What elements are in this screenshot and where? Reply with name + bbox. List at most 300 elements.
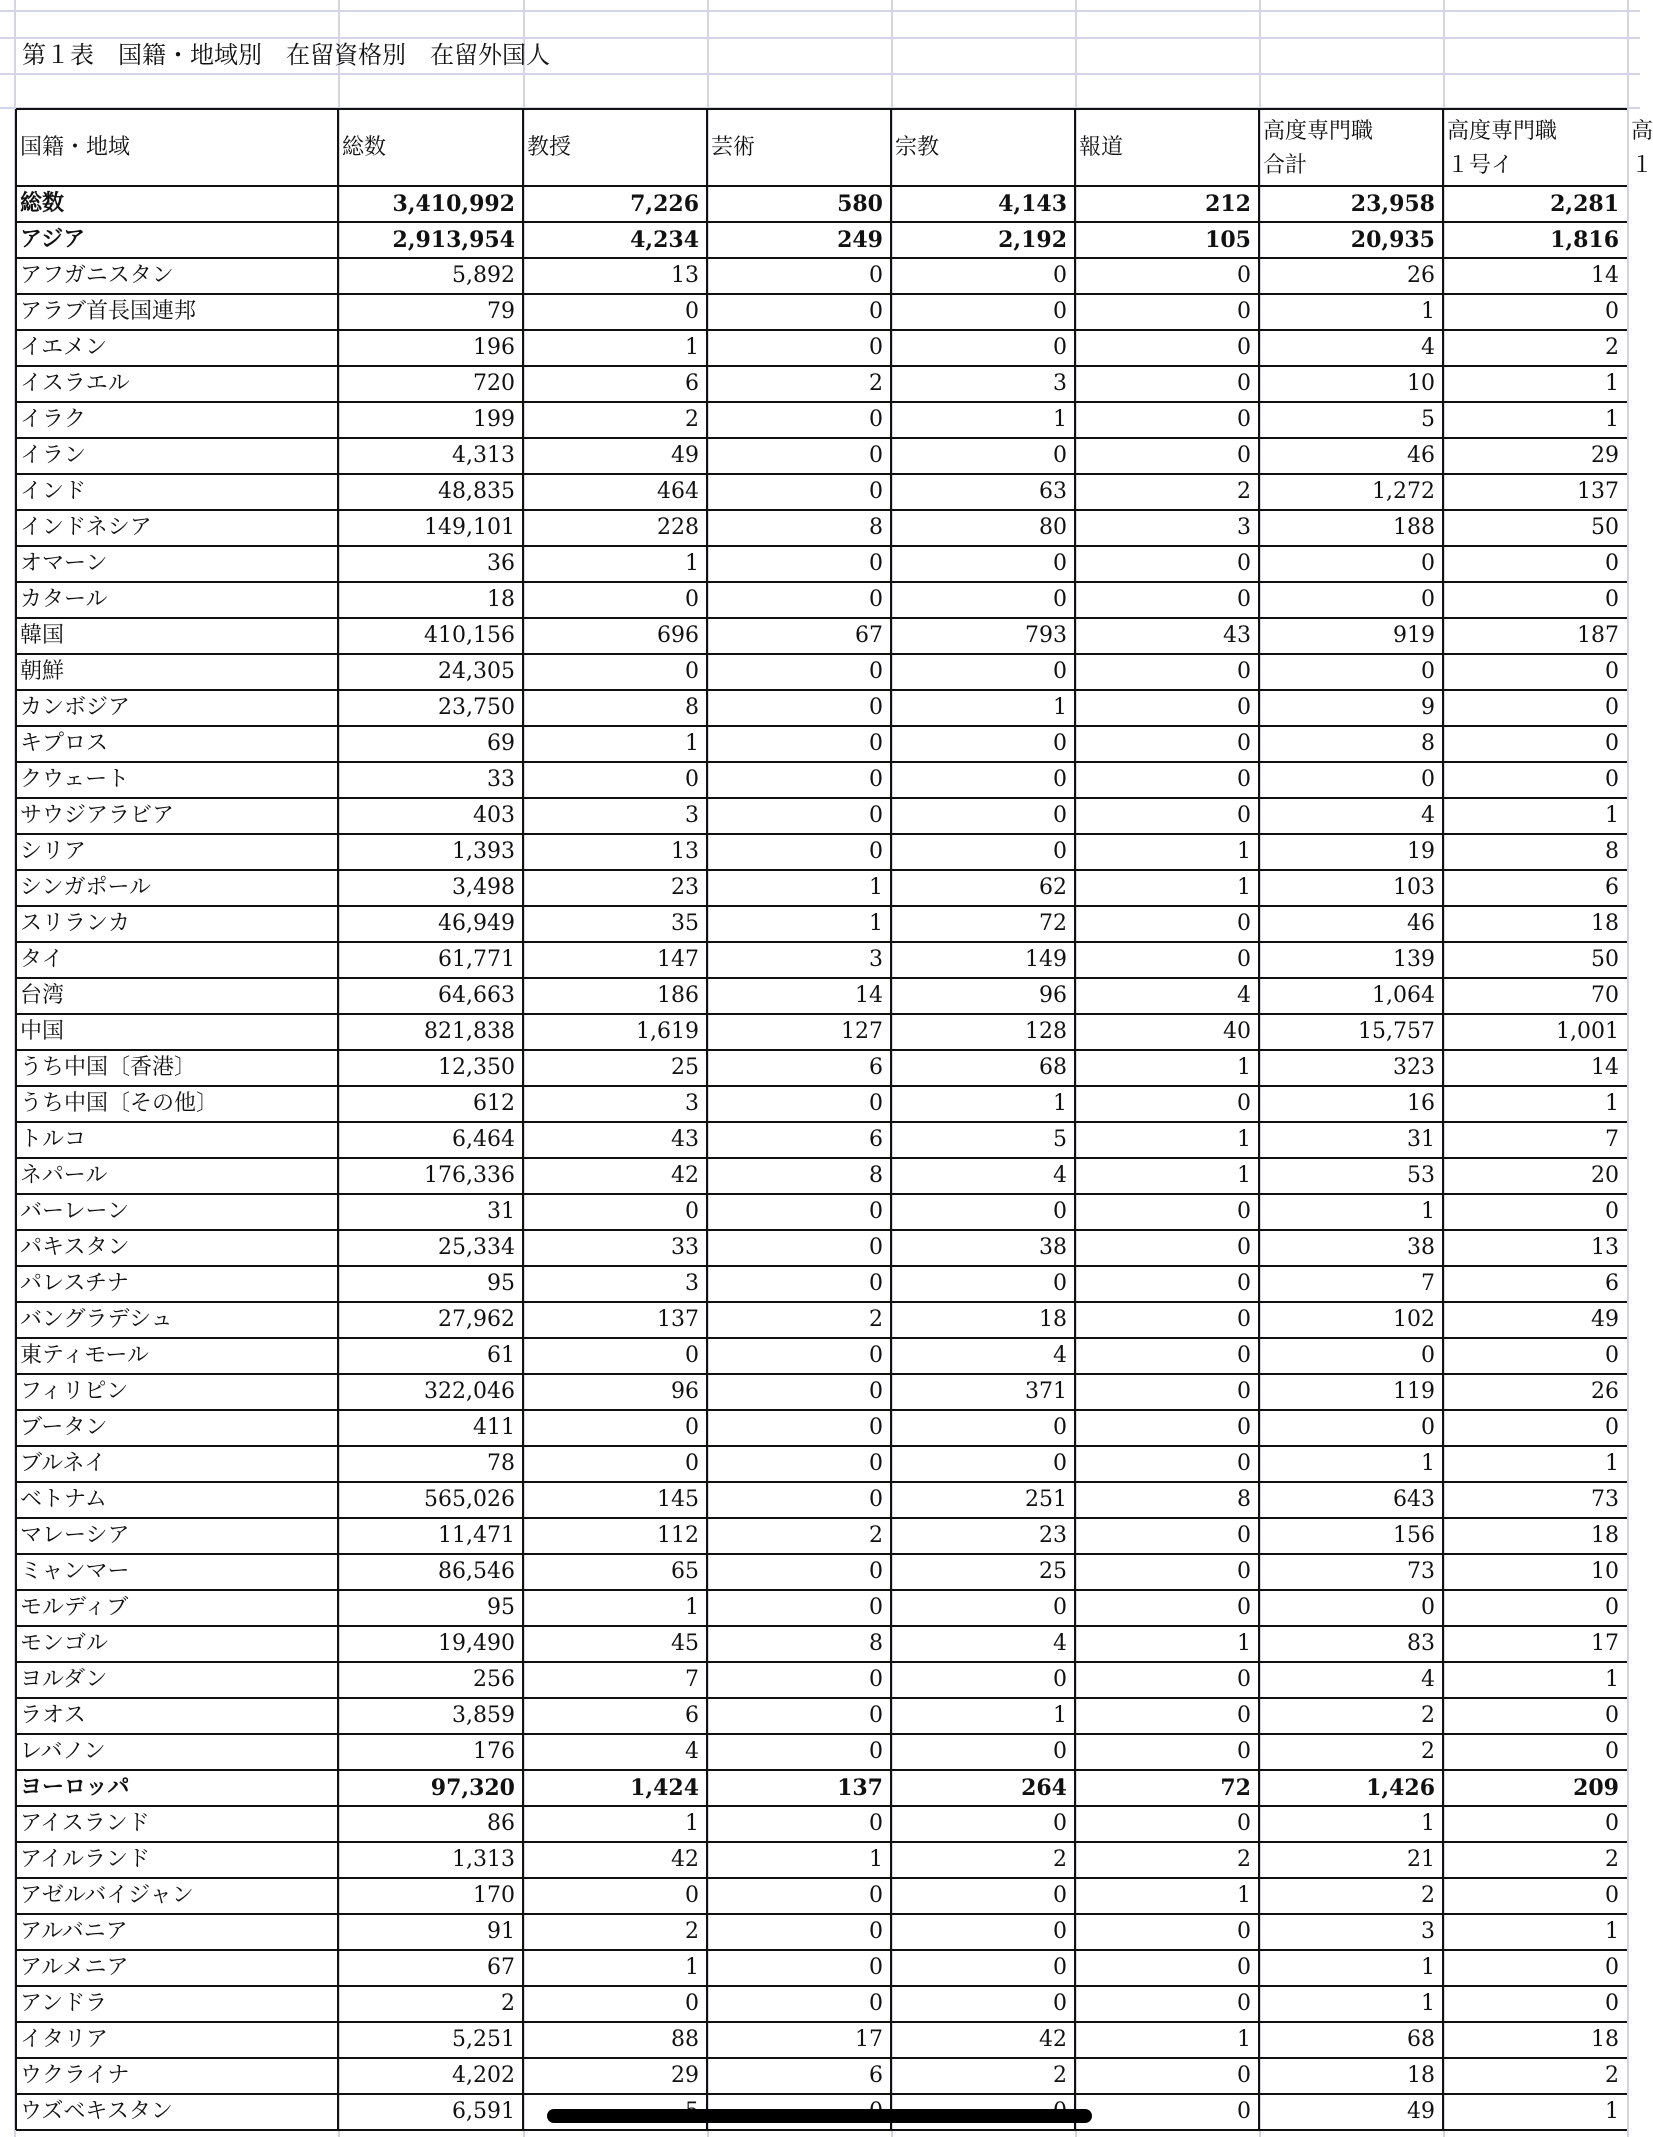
table-cell[interactable]: 31 [487,1199,515,1224]
table-cell[interactable]: 0 [869,1919,883,1944]
table-cell[interactable]: 0 [869,299,883,324]
table-cell[interactable]: 23,958 [1350,191,1435,217]
table-cell[interactable]: 0 [1605,1991,1619,2016]
table-cell[interactable]: 1 [685,335,699,360]
column-header[interactable]: 高 １ [1631,119,1653,178]
table-cell[interactable]: 176,336 [424,1163,515,1188]
table-cell[interactable]: 2 [1421,1739,1435,1764]
table-cell[interactable]: 2 [1053,1847,1067,1872]
table-cell[interactable]: 46 [1407,911,1435,936]
table-cell[interactable]: 137 [837,1775,883,1801]
row-label[interactable]: アゼルバイジャン [20,1883,194,1908]
table-cell[interactable]: 0 [1053,299,1067,324]
table-cell[interactable]: 0 [1421,1595,1435,1620]
table-cell[interactable]: 33 [487,767,515,792]
table-cell[interactable]: 6,591 [452,2099,515,2124]
table-cell[interactable]: 4 [1053,1343,1067,1368]
table-cell[interactable]: 40 [1223,1019,1251,1044]
table-cell[interactable]: 2 [1605,1847,1619,1872]
table-cell[interactable]: 0 [685,1991,699,2016]
table-cell[interactable]: 61,771 [438,947,515,972]
table-cell[interactable]: 26 [1407,263,1435,288]
table-cell[interactable]: 1 [1605,803,1619,828]
row-label[interactable]: パレスチナ [20,1271,129,1296]
table-cell[interactable]: 0 [869,1091,883,1116]
table-cell[interactable]: 199 [473,407,515,432]
table-cell[interactable]: 105 [1205,227,1251,253]
table-cell[interactable]: 720 [473,371,515,396]
table-cell[interactable]: 3 [685,1271,699,1296]
table-cell[interactable]: 0 [685,767,699,792]
table-cell[interactable]: 17 [1591,1631,1619,1656]
table-cell[interactable]: 0 [1605,731,1619,756]
table-cell[interactable]: 0 [869,1271,883,1296]
table-cell[interactable]: 86 [487,1811,515,1836]
table-cell[interactable]: 2 [1237,479,1251,504]
row-label[interactable]: 東ティモール [20,1343,149,1368]
table-cell[interactable]: 3 [1421,1919,1435,1944]
table-cell[interactable]: 4,313 [452,443,515,468]
row-label[interactable]: マレーシア [20,1523,130,1548]
table-cell[interactable]: 3 [685,803,699,828]
table-cell[interactable]: 2 [1421,1703,1435,1728]
table-cell[interactable]: 21 [1407,1847,1435,1872]
row-label[interactable]: クウェート [20,767,130,792]
table-cell[interactable]: 128 [1025,1019,1067,1044]
table-cell[interactable]: 1,426 [1366,1775,1435,1801]
table-cell[interactable]: 46,949 [438,911,515,936]
table-cell[interactable]: 29 [1591,443,1619,468]
table-cell[interactable]: 0 [869,731,883,756]
table-cell[interactable]: 2 [1421,1883,1435,1908]
table-cell[interactable]: 0 [1237,1523,1251,1548]
column-header[interactable]: 報道 [1079,135,1124,160]
table-cell[interactable]: 103 [1393,875,1435,900]
table-cell[interactable]: 0 [1053,767,1067,792]
table-cell[interactable]: 3,859 [452,1703,515,1728]
table-cell[interactable]: 0 [869,1235,883,1260]
table-cell[interactable]: 0 [869,1415,883,1440]
column-header[interactable]: 宗教 [895,135,940,160]
table-cell[interactable]: 0 [1053,1451,1067,1476]
table-cell[interactable]: 0 [1237,1199,1251,1224]
table-cell[interactable]: 18 [1591,1523,1619,1548]
table-cell[interactable]: 1 [1053,1703,1067,1728]
table-cell[interactable]: 38 [1407,1235,1435,1260]
table-cell[interactable]: 0 [685,1883,699,1908]
row-label[interactable]: 韓国 [20,623,65,648]
row-label[interactable]: モンゴル [20,1631,109,1656]
table-cell[interactable]: 0 [869,803,883,828]
row-label[interactable]: オマーン [20,551,108,576]
column-header[interactable]: 教授 [527,135,572,160]
table-cell[interactable]: 147 [657,947,699,972]
table-cell[interactable]: 50 [1591,947,1619,972]
table-cell[interactable]: 0 [1605,1595,1619,1620]
row-label[interactable]: ヨルダン [20,1667,108,1692]
table-cell[interactable]: 2 [1605,335,1619,360]
table-cell[interactable]: 11,471 [438,1523,515,1548]
row-label[interactable]: ミャンマー [20,1559,130,1584]
row-label[interactable]: サウジアラビア [20,803,175,828]
row-label[interactable]: 中国 [20,1019,65,1044]
table-cell[interactable]: 919 [1393,623,1435,648]
table-cell[interactable]: 793 [1025,623,1067,648]
row-label[interactable]: イタリア [20,2027,109,2052]
table-cell[interactable]: 0 [1605,659,1619,684]
table-cell[interactable]: 0 [1237,1811,1251,1836]
table-cell[interactable]: 0 [1605,1811,1619,1836]
table-cell[interactable]: 3 [1053,371,1067,396]
table-cell[interactable]: 7 [685,1667,699,1692]
table-cell[interactable]: 33 [671,1235,699,1260]
column-header[interactable]: 高度専門職 合計 [1263,119,1374,178]
table-cell[interactable]: 0 [1053,1595,1067,1620]
table-cell[interactable]: 1 [1605,2099,1619,2124]
table-cell[interactable]: 410,156 [424,623,515,648]
table-cell[interactable]: 0 [1237,263,1251,288]
row-label[interactable]: ウズベキスタン [20,2099,173,2124]
table-cell[interactable]: 1,313 [452,1847,515,1872]
table-cell[interactable]: 0 [685,1343,699,1368]
table-cell[interactable]: 43 [671,1127,699,1152]
table-cell[interactable]: 0 [1605,1883,1619,1908]
row-label[interactable]: スリランカ [20,911,131,936]
table-cell[interactable]: 0 [869,551,883,576]
table-cell[interactable]: 72 [1220,1775,1251,1801]
table-cell[interactable]: 68 [1407,2027,1435,2052]
table-cell[interactable]: 5,251 [452,2027,515,2052]
table-cell[interactable]: 2 [869,1523,883,1548]
table-cell[interactable]: 96 [671,1379,699,1404]
table-cell[interactable]: 2 [1237,1847,1251,1872]
table-cell[interactable]: 1 [1605,1919,1619,1944]
table-cell[interactable]: 0 [1421,1415,1435,1440]
table-cell[interactable]: 0 [1237,1235,1251,1260]
table-cell[interactable]: 17 [855,2027,883,2052]
table-cell[interactable]: 0 [869,1199,883,1224]
table-cell[interactable]: 612 [473,1091,515,1116]
table-cell[interactable]: 6 [1605,875,1619,900]
table-cell[interactable]: 187 [1577,623,1619,648]
table-cell[interactable]: 0 [1237,2063,1251,2088]
table-cell[interactable]: 50 [1591,515,1619,540]
table-cell[interactable]: 0 [1237,767,1251,792]
row-label[interactable]: トルコ [20,1127,87,1152]
table-cell[interactable]: 0 [1053,839,1067,864]
table-cell[interactable]: 0 [1605,299,1619,324]
table-cell[interactable]: 0 [1421,659,1435,684]
table-cell[interactable]: 42 [1039,2027,1067,2052]
table-cell[interactable]: 49 [1407,2099,1435,2124]
table-cell[interactable]: 91 [487,1919,515,1944]
table-cell[interactable]: 6 [685,371,699,396]
table-cell[interactable]: 29 [671,2063,699,2088]
table-cell[interactable]: 86,546 [438,1559,515,1584]
table-cell[interactable]: 0 [869,839,883,864]
table-cell[interactable]: 18 [1591,2027,1619,2052]
table-cell[interactable]: 6 [685,1703,699,1728]
table-cell[interactable]: 8 [869,515,883,540]
home-indicator[interactable] [547,2109,1092,2123]
table-cell[interactable]: 0 [869,659,883,684]
row-label[interactable]: ヨーロッパ [20,1775,130,1800]
table-cell[interactable]: 0 [869,479,883,504]
table-cell[interactable]: 7,226 [630,191,699,217]
row-label[interactable]: レバノン [20,1739,106,1764]
row-label[interactable]: アジア [20,227,86,252]
table-cell[interactable]: 25 [1039,1559,1067,1584]
table-cell[interactable]: 0 [869,1559,883,1584]
table-cell[interactable]: 1 [1053,407,1067,432]
table-cell[interactable]: 0 [685,1451,699,1476]
table-cell[interactable]: 43 [1223,623,1251,648]
row-label[interactable]: ラオス [20,1703,86,1728]
table-cell[interactable]: 1 [685,551,699,576]
table-cell[interactable]: 5,892 [452,263,515,288]
table-cell[interactable]: 72 [1039,911,1067,936]
table-cell[interactable]: 18 [1407,2063,1435,2088]
table-cell[interactable]: 80 [1039,515,1067,540]
row-label[interactable]: ネパール [20,1163,108,1188]
table-cell[interactable]: 0 [1237,695,1251,720]
table-cell[interactable]: 14 [1591,263,1619,288]
table-cell[interactable]: 4 [1237,983,1251,1008]
row-label[interactable]: モルディブ [20,1595,129,1620]
row-label[interactable]: 総数 [20,191,65,216]
table-cell[interactable]: 1 [1421,1199,1435,1224]
table-cell[interactable]: 212 [1205,191,1251,217]
table-cell[interactable]: 95 [487,1271,515,1296]
sheet-title[interactable]: 第１表 国籍・地域別 在留資格別 在留外国人 [22,41,550,69]
row-label[interactable]: シリア [20,839,87,864]
table-cell[interactable]: 3,410,992 [392,191,515,217]
row-label[interactable]: タイ [20,947,64,972]
table-cell[interactable]: 53 [1407,1163,1435,1188]
table-cell[interactable]: 73 [1591,1487,1619,1512]
table-cell[interactable]: 65 [671,1559,699,1584]
table-cell[interactable]: 1,424 [630,1775,699,1801]
table-cell[interactable]: 0 [1053,731,1067,756]
table-cell[interactable]: 3 [869,947,883,972]
column-header[interactable]: 芸術 [711,135,756,160]
table-cell[interactable]: 7 [1605,1127,1619,1152]
table-cell[interactable]: 0 [1053,263,1067,288]
table-cell[interactable]: 3 [685,1091,699,1116]
table-cell[interactable]: 0 [1053,1271,1067,1296]
table-cell[interactable]: 38 [1039,1235,1067,1260]
table-cell[interactable]: 83 [1407,1631,1435,1656]
table-cell[interactable]: 0 [869,1883,883,1908]
table-cell[interactable]: 0 [869,1739,883,1764]
row-label[interactable]: シンガポール [20,875,152,900]
table-cell[interactable]: 0 [1237,551,1251,576]
table-cell[interactable]: 0 [869,1667,883,1692]
row-label[interactable]: イラク [20,407,87,432]
table-cell[interactable]: 36 [487,551,515,576]
table-cell[interactable]: 8 [1605,839,1619,864]
table-cell[interactable]: 1 [685,1955,699,1980]
table-cell[interactable]: 0 [1421,551,1435,576]
row-label[interactable]: バーレーン [20,1199,130,1224]
table-cell[interactable]: 0 [1605,767,1619,792]
table-cell[interactable]: 1,001 [1556,1019,1619,1044]
table-cell[interactable]: 1 [1605,1667,1619,1692]
table-cell[interactable]: 0 [1053,803,1067,828]
row-label[interactable]: イラン [20,443,87,468]
table-cell[interactable]: 4,202 [452,2063,515,2088]
table-cell[interactable]: 1 [869,1847,883,1872]
row-label[interactable]: アイルランド [20,1847,151,1872]
table-cell[interactable]: 2 [869,1307,883,1332]
table-cell[interactable]: 0 [1605,695,1619,720]
table-cell[interactable]: 1 [1237,875,1251,900]
row-label[interactable]: インド [20,479,87,504]
table-cell[interactable]: 4 [1421,803,1435,828]
table-cell[interactable]: 1 [1421,1811,1435,1836]
table-cell[interactable]: 18 [1591,911,1619,936]
table-cell[interactable]: 10 [1591,1559,1619,1584]
table-cell[interactable]: 137 [657,1307,699,1332]
table-cell[interactable]: 0 [1237,1091,1251,1116]
table-cell[interactable]: 139 [1393,947,1435,972]
table-cell[interactable]: 13 [671,263,699,288]
table-cell[interactable]: 1 [685,1811,699,1836]
table-cell[interactable]: 0 [1237,1955,1251,1980]
table-cell[interactable]: 0 [869,1379,883,1404]
table-cell[interactable]: 0 [1237,407,1251,432]
table-cell[interactable]: 102 [1393,1307,1435,1332]
table-cell[interactable]: 0 [1237,1379,1251,1404]
table-cell[interactable]: 0 [1237,335,1251,360]
table-cell[interactable]: 0 [1237,731,1251,756]
table-cell[interactable]: 68 [1039,1055,1067,1080]
table-cell[interactable]: 0 [1605,551,1619,576]
table-cell[interactable]: 0 [685,1199,699,1224]
column-header[interactable]: 国籍・地域 [20,135,131,160]
table-cell[interactable]: 6,464 [452,1127,515,1152]
table-cell[interactable]: 696 [657,623,699,648]
table-cell[interactable]: 4 [1053,1631,1067,1656]
table-cell[interactable]: 149,101 [424,515,515,540]
row-label[interactable]: イエメン [20,335,108,360]
table-cell[interactable]: 0 [869,263,883,288]
row-label[interactable]: カンボジア [20,695,131,720]
table-cell[interactable]: 1 [1605,371,1619,396]
row-label[interactable]: ベトナム [20,1487,107,1512]
table-cell[interactable]: 149 [1025,947,1067,972]
table-cell[interactable]: 4,234 [630,227,699,253]
table-cell[interactable]: 97,320 [430,1775,515,1801]
table-cell[interactable]: 565,026 [424,1487,515,1512]
row-label[interactable]: アラブ首長国連邦 [20,299,197,324]
table-cell[interactable]: 209 [1573,1775,1619,1801]
table-cell[interactable]: 1 [1421,1991,1435,2016]
row-label[interactable]: ウクライナ [20,2063,130,2088]
table-cell[interactable]: 0 [1237,2099,1251,2124]
table-cell[interactable]: 0 [1237,587,1251,612]
table-cell[interactable]: 2,192 [998,227,1067,253]
table-cell[interactable]: 0 [869,587,883,612]
table-cell[interactable]: 0 [1605,1415,1619,1440]
table-cell[interactable]: 25 [671,1055,699,1080]
row-label[interactable]: インドネシア [20,515,152,540]
table-cell[interactable]: 0 [869,1487,883,1512]
table-cell[interactable]: 4 [1053,1163,1067,1188]
column-header[interactable]: 高度専門職 １号イ [1447,119,1558,178]
table-cell[interactable]: 13 [1591,1235,1619,1260]
table-cell[interactable]: 0 [1237,1451,1251,1476]
table-cell[interactable]: 1 [1605,1451,1619,1476]
table-cell[interactable]: 61 [487,1343,515,1368]
table-cell[interactable]: 2 [685,1919,699,1944]
table-cell[interactable]: 6 [1605,1271,1619,1296]
table-cell[interactable]: 88 [671,2027,699,2052]
table-cell[interactable]: 371 [1025,1379,1067,1404]
table-cell[interactable]: 0 [869,1451,883,1476]
table-cell[interactable]: 0 [1237,1703,1251,1728]
table-cell[interactable]: 0 [1237,1415,1251,1440]
table-cell[interactable]: 0 [1605,587,1619,612]
table-cell[interactable]: 1 [1237,839,1251,864]
table-cell[interactable]: 27,962 [438,1307,515,1332]
table-cell[interactable]: 0 [1237,299,1251,324]
table-cell[interactable]: 249 [837,227,883,253]
table-cell[interactable]: 8 [869,1163,883,1188]
table-cell[interactable]: 1 [1421,299,1435,324]
table-cell[interactable]: 49 [1591,1307,1619,1332]
table-cell[interactable]: 0 [1237,1559,1251,1584]
table-cell[interactable]: 1,619 [636,1019,699,1044]
table-cell[interactable]: 0 [1605,1343,1619,1368]
table-cell[interactable]: 0 [1053,587,1067,612]
table-cell[interactable]: 0 [1053,659,1067,684]
table-cell[interactable]: 14 [1591,1055,1619,1080]
table-cell[interactable]: 0 [1237,371,1251,396]
table-cell[interactable]: 0 [1421,767,1435,792]
table-cell[interactable]: 0 [1053,1811,1067,1836]
table-cell[interactable]: 48,835 [438,479,515,504]
table-cell[interactable]: 0 [1237,1595,1251,1620]
table-cell[interactable]: 0 [1053,1991,1067,2016]
table-cell[interactable]: 4 [685,1739,699,1764]
table-cell[interactable]: 20 [1591,1163,1619,1188]
table-cell[interactable]: 35 [671,911,699,936]
table-cell[interactable]: 46 [1407,443,1435,468]
table-cell[interactable]: 0 [1237,1991,1251,2016]
table-cell[interactable]: 95 [487,1595,515,1620]
table-cell[interactable]: 45 [671,1631,699,1656]
table-cell[interactable]: 67 [487,1955,515,1980]
table-cell[interactable]: 156 [1393,1523,1435,1548]
row-label[interactable]: カタール [20,587,108,612]
table-cell[interactable]: 2 [501,1991,515,2016]
table-cell[interactable]: 8 [1421,731,1435,756]
table-cell[interactable]: 10 [1407,371,1435,396]
table-cell[interactable]: 0 [1053,1883,1067,1908]
row-label[interactable]: ブルネイ [20,1451,107,1476]
table-cell[interactable]: 1 [1237,1631,1251,1656]
table-cell[interactable]: 403 [473,803,515,828]
table-cell[interactable]: 96 [1039,983,1067,1008]
table-cell[interactable]: 0 [869,1343,883,1368]
table-cell[interactable]: 1 [1237,1127,1251,1152]
table-cell[interactable]: 18 [1039,1307,1067,1332]
table-cell[interactable]: 0 [1053,1919,1067,1944]
table-cell[interactable]: 0 [1421,1343,1435,1368]
table-cell[interactable]: 251 [1025,1487,1067,1512]
table-cell[interactable]: 1 [1237,1163,1251,1188]
